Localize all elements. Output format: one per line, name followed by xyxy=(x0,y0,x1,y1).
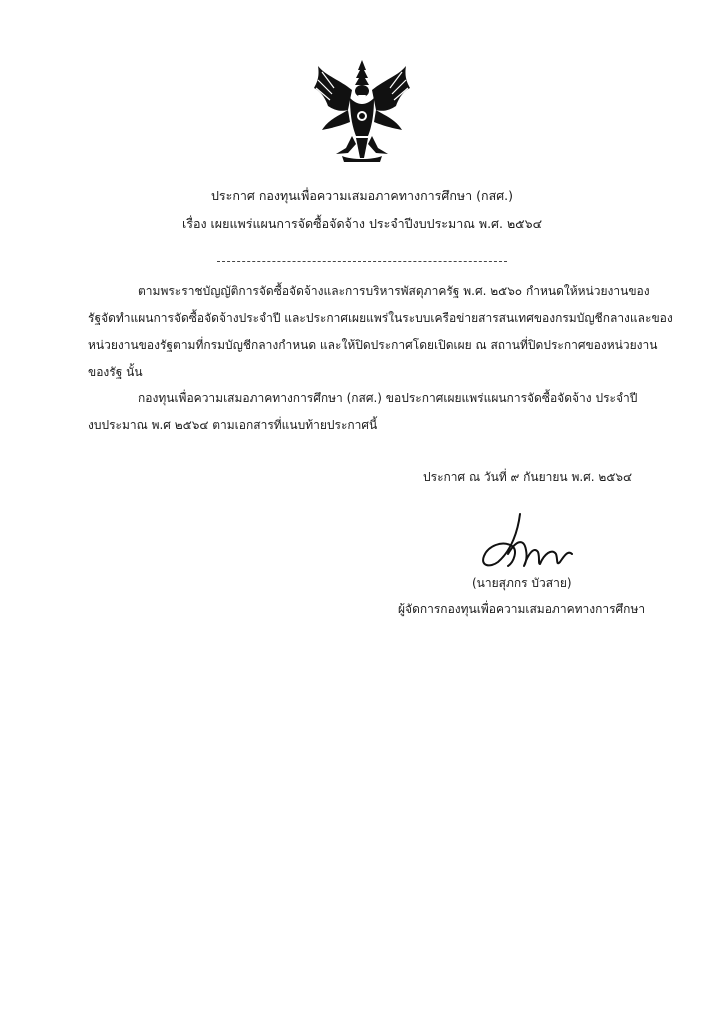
signer-position: ผู้จัดการกองทุนเพื่อความเสมอภาคทางการศึกษา xyxy=(398,602,646,616)
garuda-emblem-icon xyxy=(312,58,412,162)
paragraph-1-line-1: ตามพระราชบัญญัติการจัดซื้อจัดจ้างและการบริหารพัสดุภาครัฐ พ.ศ. ๒๕๖๐ กำหนดให้หน่วยงานของ xyxy=(138,284,650,298)
announcement-date: ประกาศ ณ วันที่ ๙ กันยายน พ.ศ. ๒๕๖๔ xyxy=(423,470,633,484)
announcement-subject: เรื่อง เผยแพร่แผนการจัดซื้อจัดจ้าง ประจำปีงบประมาณ พ.ศ. ๒๕๖๔ xyxy=(181,216,543,231)
paragraph-1-line-2: รัฐจัดทำแผนการจัดซื้อจัดจ้างประจำปี และประกาศเผยแพร่ในระบบเครือข่ายสารสนเทศของกรมบัญชีกลางและของ xyxy=(88,311,673,325)
body-paragraph-1 xyxy=(88,278,673,386)
body-paragraph-2 xyxy=(88,385,656,439)
paragraph-1-line-4: ของรัฐ นั้น xyxy=(88,365,143,379)
paragraph-2-line-1: กองทุนเพื่อความเสมอภาคทางการศึกษา (กสศ.) ขอประกาศเผยแพร่แผนการจัดซื้อจัดจ้าง ประจำปี xyxy=(138,391,638,405)
paragraph-1-line-3: หน่วยงานของรัฐตามที่กรมบัญชีกลางกำหนด และให้ปิดประกาศโดยเปิดเผย ณ สถานที่ปิดประกาศของหน่วยงาน xyxy=(88,338,658,352)
signer-name: (นายสุภกร บัวสาย) xyxy=(472,576,572,590)
handwritten-signature xyxy=(468,510,588,574)
announcement-title: ประกาศ กองทุนเพื่อความเสมอภาคทางการศึกษา (กสศ.) xyxy=(210,188,513,203)
paragraph-2-line-2: งบประมาณ พ.ศ ๒๕๖๔ ตามเอกสารที่แนบท้ายประกาศนี้ xyxy=(88,418,378,432)
dashed-divider xyxy=(217,261,507,262)
